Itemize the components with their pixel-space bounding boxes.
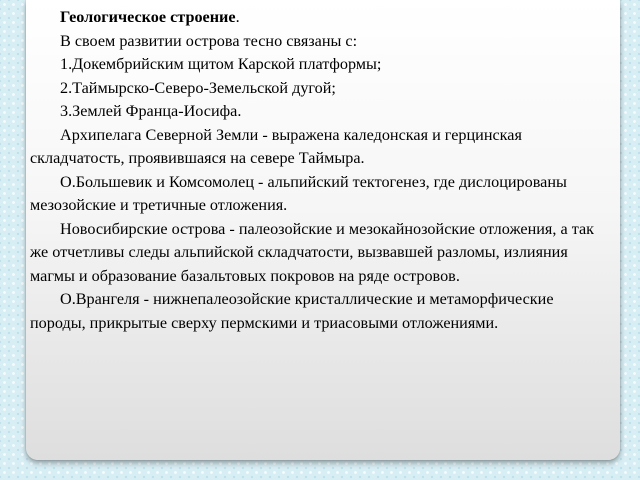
- list-item-1: 1.Докембрийским щитом Карской платформы;: [60, 55, 382, 73]
- slide-title-heading: Геологическое строение: [60, 8, 236, 26]
- list-item-2: 2.Таймырско-Северо-Земельской дугой;: [60, 78, 336, 97]
- slide-text-block: [30, 6, 612, 335]
- slide-title-period: .: [235, 8, 240, 26]
- paragraph-intro: В своем развитии острова тесно связаны с:: [60, 31, 358, 50]
- paragraph-novosibirsk-islands: Новосибирские острова - палеозойские и мезокайнозойские отложения, а так же отчетливы следы альпийской складчатости, вызвавшей разломы, излияния магмы и образование базальтовых покровов на ряде островов.: [30, 219, 595, 285]
- paragraph-severnaya-zemlya: Архипелага Северной Земли - выражена каледонская и герцинская складчатость, проявившаяся на севере Таймыра.: [30, 125, 522, 167]
- paragraph-wrangel-island: О.Врангеля - нижнепалеозойские кристаллические и метаморфические породы, прикрытые сверху пермскими и триасовыми отложениями.: [30, 290, 554, 332]
- slide-title: [30, 6, 612, 30]
- list-item-3: 3.Землей Франца-Иосифа.: [60, 102, 242, 120]
- paragraph-bolshevik-komsomolets: О.Большевик и Комсомолец - альпийский тектогенез, где дислоцированы мезозойские и третичные отложения.: [30, 172, 567, 214]
